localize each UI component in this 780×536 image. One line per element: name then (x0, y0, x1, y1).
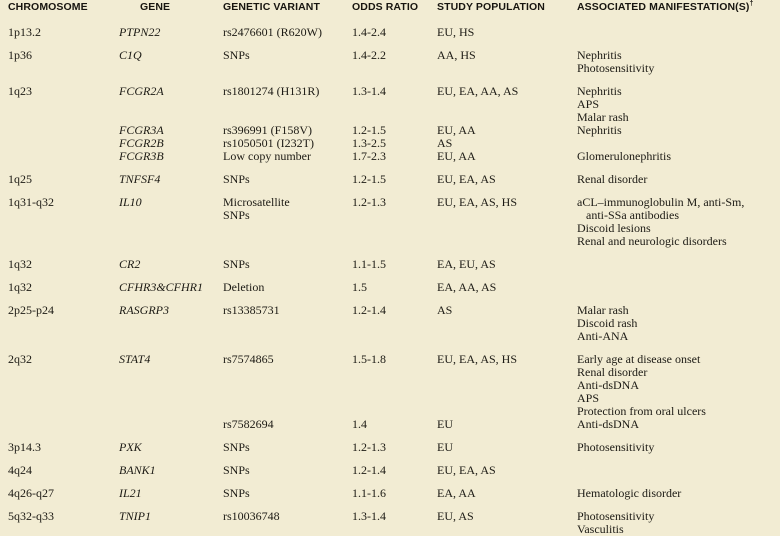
cell-manifestations-line: Nephritis (577, 84, 622, 98)
cell-variant (223, 173, 352, 186)
cell-chromosome (8, 487, 119, 500)
cell-manifestations-line: Anti-ANA (577, 329, 629, 343)
cell-odds-ratio-line: 1.2-1.4 (352, 463, 386, 477)
table-row (8, 441, 780, 454)
cell-variant (223, 418, 352, 431)
cell-odds-ratio-line: 1.1-1.5 (352, 257, 386, 271)
cell-odds-ratio (352, 173, 437, 186)
cell-study-population-line: AS (437, 303, 453, 317)
cell-chromosome-line (8, 150, 119, 163)
cell-gene (119, 26, 223, 39)
cell-manifestations-line: Anti-dsDNA (577, 417, 639, 431)
cell-variant (223, 150, 352, 163)
cell-gene (119, 49, 223, 75)
cell-study-population-line: EU (437, 440, 453, 454)
cell-chromosome-line: 4q24 (8, 463, 32, 477)
cell-chromosome-line: 2p25-p24 (8, 303, 54, 317)
cell-manifestations (577, 510, 780, 536)
cell-variant (223, 49, 352, 75)
table-row (8, 85, 780, 124)
cell-manifestations (577, 49, 780, 75)
cell-manifestations-line: Renal and neurologic disorders (577, 234, 727, 248)
cell-manifestations (577, 281, 780, 294)
cell-chromosome (8, 441, 119, 454)
cell-chromosome-line: 1q25 (8, 172, 32, 186)
cell-chromosome-line (8, 418, 119, 431)
cell-study-population (437, 85, 577, 124)
cell-chromosome (8, 418, 119, 431)
cell-odds-ratio (352, 150, 437, 163)
cell-variant-line: rs396991 (F158V) (223, 123, 312, 137)
cell-manifestations-line: Hematologic disorder (577, 486, 682, 500)
table-body (8, 26, 780, 536)
cell-study-population (437, 196, 577, 248)
cell-study-population-line: EU, AA (437, 149, 476, 163)
cell-manifestations-line: Anti-dsDNA (577, 378, 639, 392)
cell-manifestations-line: Photosensitivity (577, 440, 655, 454)
cell-study-population (437, 487, 577, 500)
cell-odds-ratio-line: 1.2-1.3 (352, 440, 386, 454)
cell-manifestations-line: Glomerulonephritis (577, 149, 671, 163)
table-row (8, 304, 780, 343)
cell-manifestations (577, 26, 780, 39)
cell-gene-line: FCGR2A (119, 84, 164, 98)
table-row (8, 487, 780, 500)
cell-variant (223, 26, 352, 39)
cell-gene (119, 487, 223, 500)
table-row (8, 196, 780, 248)
cell-study-population-line: EU, AA (437, 123, 476, 137)
cell-study-population-line: EU, EA, AS (437, 463, 496, 477)
cell-manifestations (577, 487, 780, 500)
cell-variant (223, 196, 352, 248)
cell-study-population (437, 510, 577, 536)
cell-odds-ratio-line: 1.7-2.3 (352, 149, 386, 163)
cell-manifestations-line: Discoid rash (577, 316, 638, 330)
cell-study-population-line: EU (437, 417, 453, 431)
cell-chromosome (8, 85, 119, 124)
table-row (8, 49, 780, 75)
cell-odds-ratio (352, 487, 437, 500)
cell-odds-ratio (352, 26, 437, 39)
cell-odds-ratio (352, 85, 437, 124)
header-chromosome: CHROMOSOME (8, 1, 88, 13)
cell-gene-line: FCGR3B (119, 149, 164, 163)
cell-chromosome-line (8, 124, 119, 137)
cell-odds-ratio (352, 441, 437, 454)
table-row (8, 281, 780, 294)
cell-variant-line: rs1050501 (I232T) (223, 136, 314, 150)
cell-odds-ratio-line: 1.4-2.4 (352, 25, 386, 39)
cell-chromosome (8, 26, 119, 39)
cell-variant (223, 510, 352, 536)
cell-chromosome (8, 196, 119, 248)
cell-manifestations-line: Vasculitis (577, 522, 624, 536)
header-genetic-variant: GENETIC VARIANT (223, 1, 320, 13)
cell-chromosome-line: 1p13.2 (8, 25, 41, 39)
cell-variant-line: rs10036748 (223, 509, 280, 523)
cell-manifestations-line: Renal disorder (577, 365, 648, 379)
cell-manifestations-line: APS (577, 391, 600, 405)
cell-variant (223, 487, 352, 500)
cell-chromosome-line: 3p14.3 (8, 440, 41, 454)
cell-study-population (437, 258, 577, 271)
cell-odds-ratio (352, 304, 437, 343)
cell-manifestations-line: Nephritis (577, 123, 622, 137)
cell-variant (223, 353, 352, 418)
cell-gene-line (119, 418, 223, 431)
cell-variant (223, 258, 352, 271)
cell-study-population (437, 304, 577, 343)
cell-variant (223, 85, 352, 124)
cell-chromosome (8, 137, 119, 150)
cell-odds-ratio (352, 464, 437, 477)
cell-study-population (437, 49, 577, 75)
cell-variant (223, 441, 352, 454)
cell-odds-ratio-line: 1.3-1.4 (352, 509, 386, 523)
cell-chromosome (8, 258, 119, 271)
cell-variant-line: SNPs (223, 257, 250, 271)
cell-chromosome (8, 281, 119, 294)
cell-manifestations (577, 353, 780, 418)
cell-manifestations-line: Photosensitivity (577, 509, 655, 523)
cell-variant (223, 304, 352, 343)
cell-study-population-line: EU, EA, AS, HS (437, 352, 518, 366)
cell-gene-line: TNFSF4 (119, 172, 161, 186)
cell-gene-line: STAT4 (119, 352, 151, 366)
cell-variant-line: rs7582694 (223, 417, 274, 431)
cell-manifestations-line: Renal disorder (577, 172, 648, 186)
cell-manifestations-line: anti-SSa antibodies (577, 208, 679, 222)
cell-study-population-line: EU, AS (437, 509, 474, 523)
cell-odds-ratio-line: 1.1-1.6 (352, 486, 386, 500)
cell-manifestations (577, 304, 780, 343)
cell-study-population (437, 441, 577, 454)
cell-chromosome-line: 1q32 (8, 280, 32, 294)
cell-variant-line: rs13385731 (223, 303, 280, 317)
cell-odds-ratio-line: 1.2-1.3 (352, 195, 386, 209)
cell-odds-ratio-line: 1.2-1.5 (352, 123, 386, 137)
cell-study-population (437, 418, 577, 431)
cell-odds-ratio (352, 258, 437, 271)
cell-gene-line: RASGRP3 (119, 303, 169, 317)
cell-gene-line: PTPN22 (119, 25, 161, 39)
cell-manifestations-line: Nephritis (577, 48, 622, 62)
cell-gene-line: CFHR3&CFHR1 (119, 280, 203, 294)
header-associated-manifestations-label: ASSOCIATED MANIFESTATION(S) (577, 1, 750, 13)
cell-gene-line: PXK (119, 440, 142, 454)
cell-manifestations (577, 441, 780, 454)
cell-chromosome (8, 353, 119, 418)
cell-variant-line: SNPs (223, 440, 250, 454)
cell-gene (119, 353, 223, 418)
cell-gene-line: FCGR2B (119, 136, 164, 150)
table-row (8, 510, 780, 536)
cell-variant-line: SNPs (223, 48, 250, 62)
cell-odds-ratio (352, 196, 437, 248)
cell-gene (119, 196, 223, 248)
cell-gene (119, 150, 223, 163)
cell-manifestations (577, 464, 780, 477)
cell-study-population (437, 173, 577, 186)
cell-variant-line: Deletion (223, 280, 265, 294)
cell-study-population (437, 150, 577, 163)
cell-odds-ratio (352, 510, 437, 536)
cell-odds-ratio-line: 1.5-1.8 (352, 352, 386, 366)
table-row (8, 464, 780, 477)
cell-variant-line: SNPs (223, 486, 250, 500)
cell-chromosome-line: 4q26-q27 (8, 486, 54, 500)
cell-manifestations (577, 85, 780, 124)
header-associated-manifestations (577, 1, 780, 14)
cell-study-population-line: EA, AA, AS (437, 280, 497, 294)
cell-gene (119, 258, 223, 271)
cell-odds-ratio (352, 418, 437, 431)
cell-manifestations-line: APS (577, 97, 600, 111)
cell-variant (223, 464, 352, 477)
cell-chromosome-line: 1q31-q32 (8, 195, 54, 209)
cell-variant-line: Microsatellite (223, 195, 290, 209)
cell-study-population (437, 26, 577, 39)
cell-study-population-line: EU, EA, AS (437, 172, 496, 186)
cell-manifestations-line: aCL–immunoglobulin M, anti-Sm, (577, 195, 745, 209)
cell-variant-line: rs1801274 (H131R) (223, 84, 320, 98)
cell-manifestations-line: Discoid lesions (577, 221, 651, 235)
cell-study-population (437, 464, 577, 477)
cell-gene (119, 510, 223, 536)
cell-chromosome (8, 510, 119, 536)
cell-chromosome-line (8, 137, 119, 150)
cell-manifestations-line: Early age at disease onset (577, 352, 701, 366)
cell-odds-ratio-line: 1.3-1.4 (352, 84, 386, 98)
cell-gene (119, 304, 223, 343)
header-row (8, 1, 780, 14)
cell-variant-line: rs2476601 (R620W) (223, 25, 322, 39)
header-odds-ratio: ODDS RATIO (352, 1, 419, 13)
dagger-footnote-marker: † (749, 0, 754, 8)
cell-odds-ratio (352, 353, 437, 418)
cell-gene-line: BANK1 (119, 463, 156, 477)
cell-study-population-line: EU, EA, AA, AS (437, 84, 519, 98)
cell-manifestations (577, 418, 780, 431)
table-row (8, 150, 780, 163)
cell-manifestations-line: Photosensitivity (577, 61, 655, 75)
cell-chromosome (8, 173, 119, 186)
cell-gene-line: IL10 (119, 195, 142, 209)
cell-variant-line: rs7574865 (223, 352, 274, 366)
cell-gene (119, 281, 223, 294)
cell-chromosome (8, 464, 119, 477)
cell-chromosome (8, 124, 119, 137)
cell-study-population-line: EU, EA, AS, HS (437, 195, 518, 209)
header-study-population: STUDY POPULATION (437, 1, 545, 13)
cell-gene-line: TNIP1 (119, 509, 152, 523)
cell-chromosome (8, 150, 119, 163)
cell-chromosome-line: 1p36 (8, 48, 32, 62)
cell-variant-line: Low copy number (223, 149, 311, 163)
cell-gene-line: IL21 (119, 486, 142, 500)
cell-gene-line: C1Q (119, 48, 142, 62)
cell-odds-ratio-line: 1.3-2.5 (352, 136, 386, 150)
cell-study-population-line: AS (437, 136, 453, 150)
cell-variant-line: SNPs (223, 463, 250, 477)
cell-manifestations-line: Malar rash (577, 110, 629, 124)
cell-odds-ratio-line: 1.2-1.4 (352, 303, 386, 317)
cell-gene-line: FCGR3A (119, 123, 164, 137)
cell-manifestations-line: Malar rash (577, 303, 629, 317)
cell-chromosome-line: 5q32-q33 (8, 509, 54, 523)
cell-odds-ratio-line: 1.5 (352, 280, 367, 294)
cell-study-population-line: EU, HS (437, 25, 475, 39)
cell-odds-ratio-line: 1.4 (352, 417, 367, 431)
cell-odds-ratio (352, 49, 437, 75)
cell-chromosome (8, 49, 119, 75)
cell-study-population-line: EA, EU, AS (437, 257, 496, 271)
header-gene: GENE (140, 1, 171, 13)
cell-odds-ratio-line: 1.4-2.2 (352, 48, 386, 62)
cell-odds-ratio-line: 1.2-1.5 (352, 172, 386, 186)
cell-study-population (437, 124, 577, 137)
cell-study-population-line: AA, HS (437, 48, 476, 62)
cell-gene (119, 85, 223, 124)
cell-variant-line: SNPs (223, 208, 250, 222)
cell-manifestations (577, 124, 780, 137)
cell-manifestations (577, 173, 780, 186)
cell-gene-line: CR2 (119, 257, 141, 271)
cell-chromosome-line: 1q23 (8, 84, 32, 98)
table-row (8, 26, 780, 39)
cell-gene (119, 418, 223, 431)
cell-manifestations (577, 196, 780, 248)
cell-study-population (437, 353, 577, 418)
table-row (8, 418, 780, 431)
cell-variant (223, 281, 352, 294)
cell-variant-line: SNPs (223, 172, 250, 186)
table-row (8, 353, 780, 418)
cell-chromosome (8, 304, 119, 343)
cell-manifestations (577, 258, 780, 271)
table-row (8, 173, 780, 186)
cell-gene (119, 441, 223, 454)
cell-gene (119, 173, 223, 186)
cell-study-population-line: EA, AA (437, 486, 476, 500)
cell-chromosome-line: 2q32 (8, 352, 32, 366)
cell-odds-ratio (352, 281, 437, 294)
cell-manifestations (577, 150, 780, 163)
cell-chromosome-line: 1q32 (8, 257, 32, 271)
table-row (8, 258, 780, 271)
cell-gene (119, 464, 223, 477)
cell-manifestations-line: Protection from oral ulcers (577, 404, 706, 418)
cell-study-population (437, 281, 577, 294)
